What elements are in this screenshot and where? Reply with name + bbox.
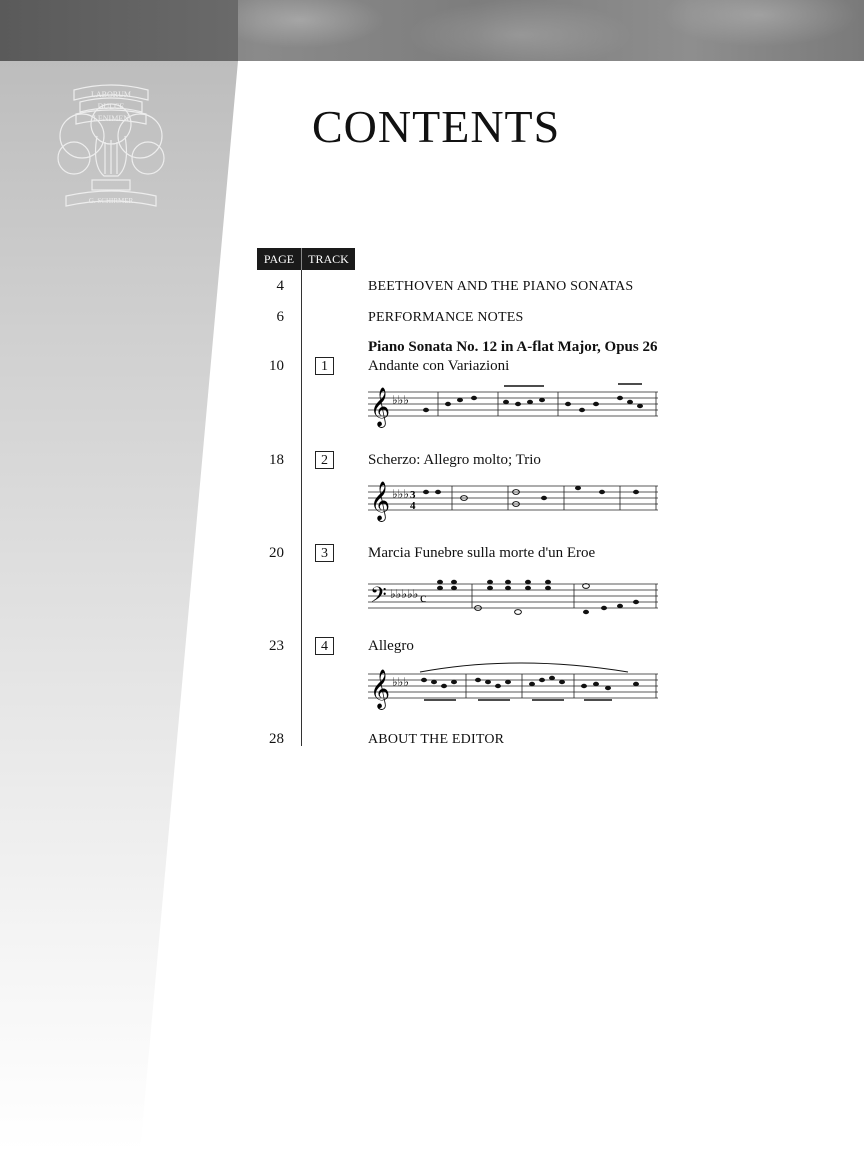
schirmer-seal-logo (52, 76, 170, 224)
toc-entry-beethoven[interactable]: BEETHOVEN AND THE PIANO SONATAS (368, 279, 634, 294)
svg-text:c: c (420, 591, 427, 606)
music-incipit-marcia (368, 572, 658, 622)
music-incipit-scherzo (368, 474, 658, 524)
page-number: 23 (269, 638, 284, 654)
toc-entry-allegro[interactable]: Allegro (368, 638, 414, 654)
toc-entry-andante[interactable]: Andante con Variazioni (368, 358, 510, 374)
svg-text:♭♭♭: ♭♭♭ (392, 487, 409, 501)
toc-entry-performance-notes[interactable]: PERFORMANCE NOTES (368, 310, 524, 325)
page-number: 4 (276, 278, 284, 294)
svg-text:3: 3 (410, 489, 416, 501)
toc-entry-about-editor[interactable]: ABOUT THE EDITOR (368, 732, 505, 747)
svg-text:𝄞: 𝄞 (370, 481, 391, 521)
page-number: 20 (269, 545, 284, 561)
svg-text:G. SCHIRMER: G. SCHIRMER (88, 197, 134, 205)
svg-text:𝄢: 𝄢 (370, 583, 387, 613)
page-number: 18 (269, 452, 284, 468)
svg-text:♭♭♭♭♭: ♭♭♭♭♭ (390, 587, 419, 601)
page-column-header: PAGE (257, 248, 302, 270)
track-box[interactable]: 3 (315, 544, 334, 562)
page-number: 28 (269, 731, 284, 747)
svg-text:𝄞: 𝄞 (370, 387, 391, 427)
column-divider (301, 270, 302, 746)
column-header (257, 248, 355, 270)
track-box[interactable]: 1 (315, 357, 334, 375)
music-incipit-allegro (368, 662, 658, 712)
header-band-left (0, 0, 238, 61)
page-title: CONTENTS (312, 101, 561, 152)
page-number: 10 (269, 358, 284, 374)
toc-entry-marcia-funebre[interactable]: Marcia Funebre sulla morte d'un Eroe (368, 545, 596, 561)
svg-text:♭♭♭: ♭♭♭ (392, 675, 409, 689)
sonata-heading: Piano Sonata No. 12 in A-flat Major, Opus 26 (368, 339, 658, 355)
svg-text:DULCE: DULCE (97, 102, 125, 111)
svg-text:𝄞: 𝄞 (370, 669, 391, 709)
left-panel (0, 61, 238, 1152)
track-column-header: TRACK (308, 252, 349, 266)
svg-text:LENIMEN: LENIMEN (93, 114, 129, 123)
svg-text:♭♭♭: ♭♭♭ (392, 393, 409, 407)
track-box[interactable]: 4 (315, 637, 334, 655)
svg-text:LABORUM: LABORUM (90, 90, 132, 99)
toc-entry-scherzo[interactable]: Scherzo: Allegro molto; Trio (368, 452, 541, 468)
page-number: 6 (276, 309, 284, 325)
svg-text:4: 4 (410, 500, 416, 512)
music-incipit-andante (368, 380, 658, 430)
track-box[interactable]: 2 (315, 451, 334, 469)
